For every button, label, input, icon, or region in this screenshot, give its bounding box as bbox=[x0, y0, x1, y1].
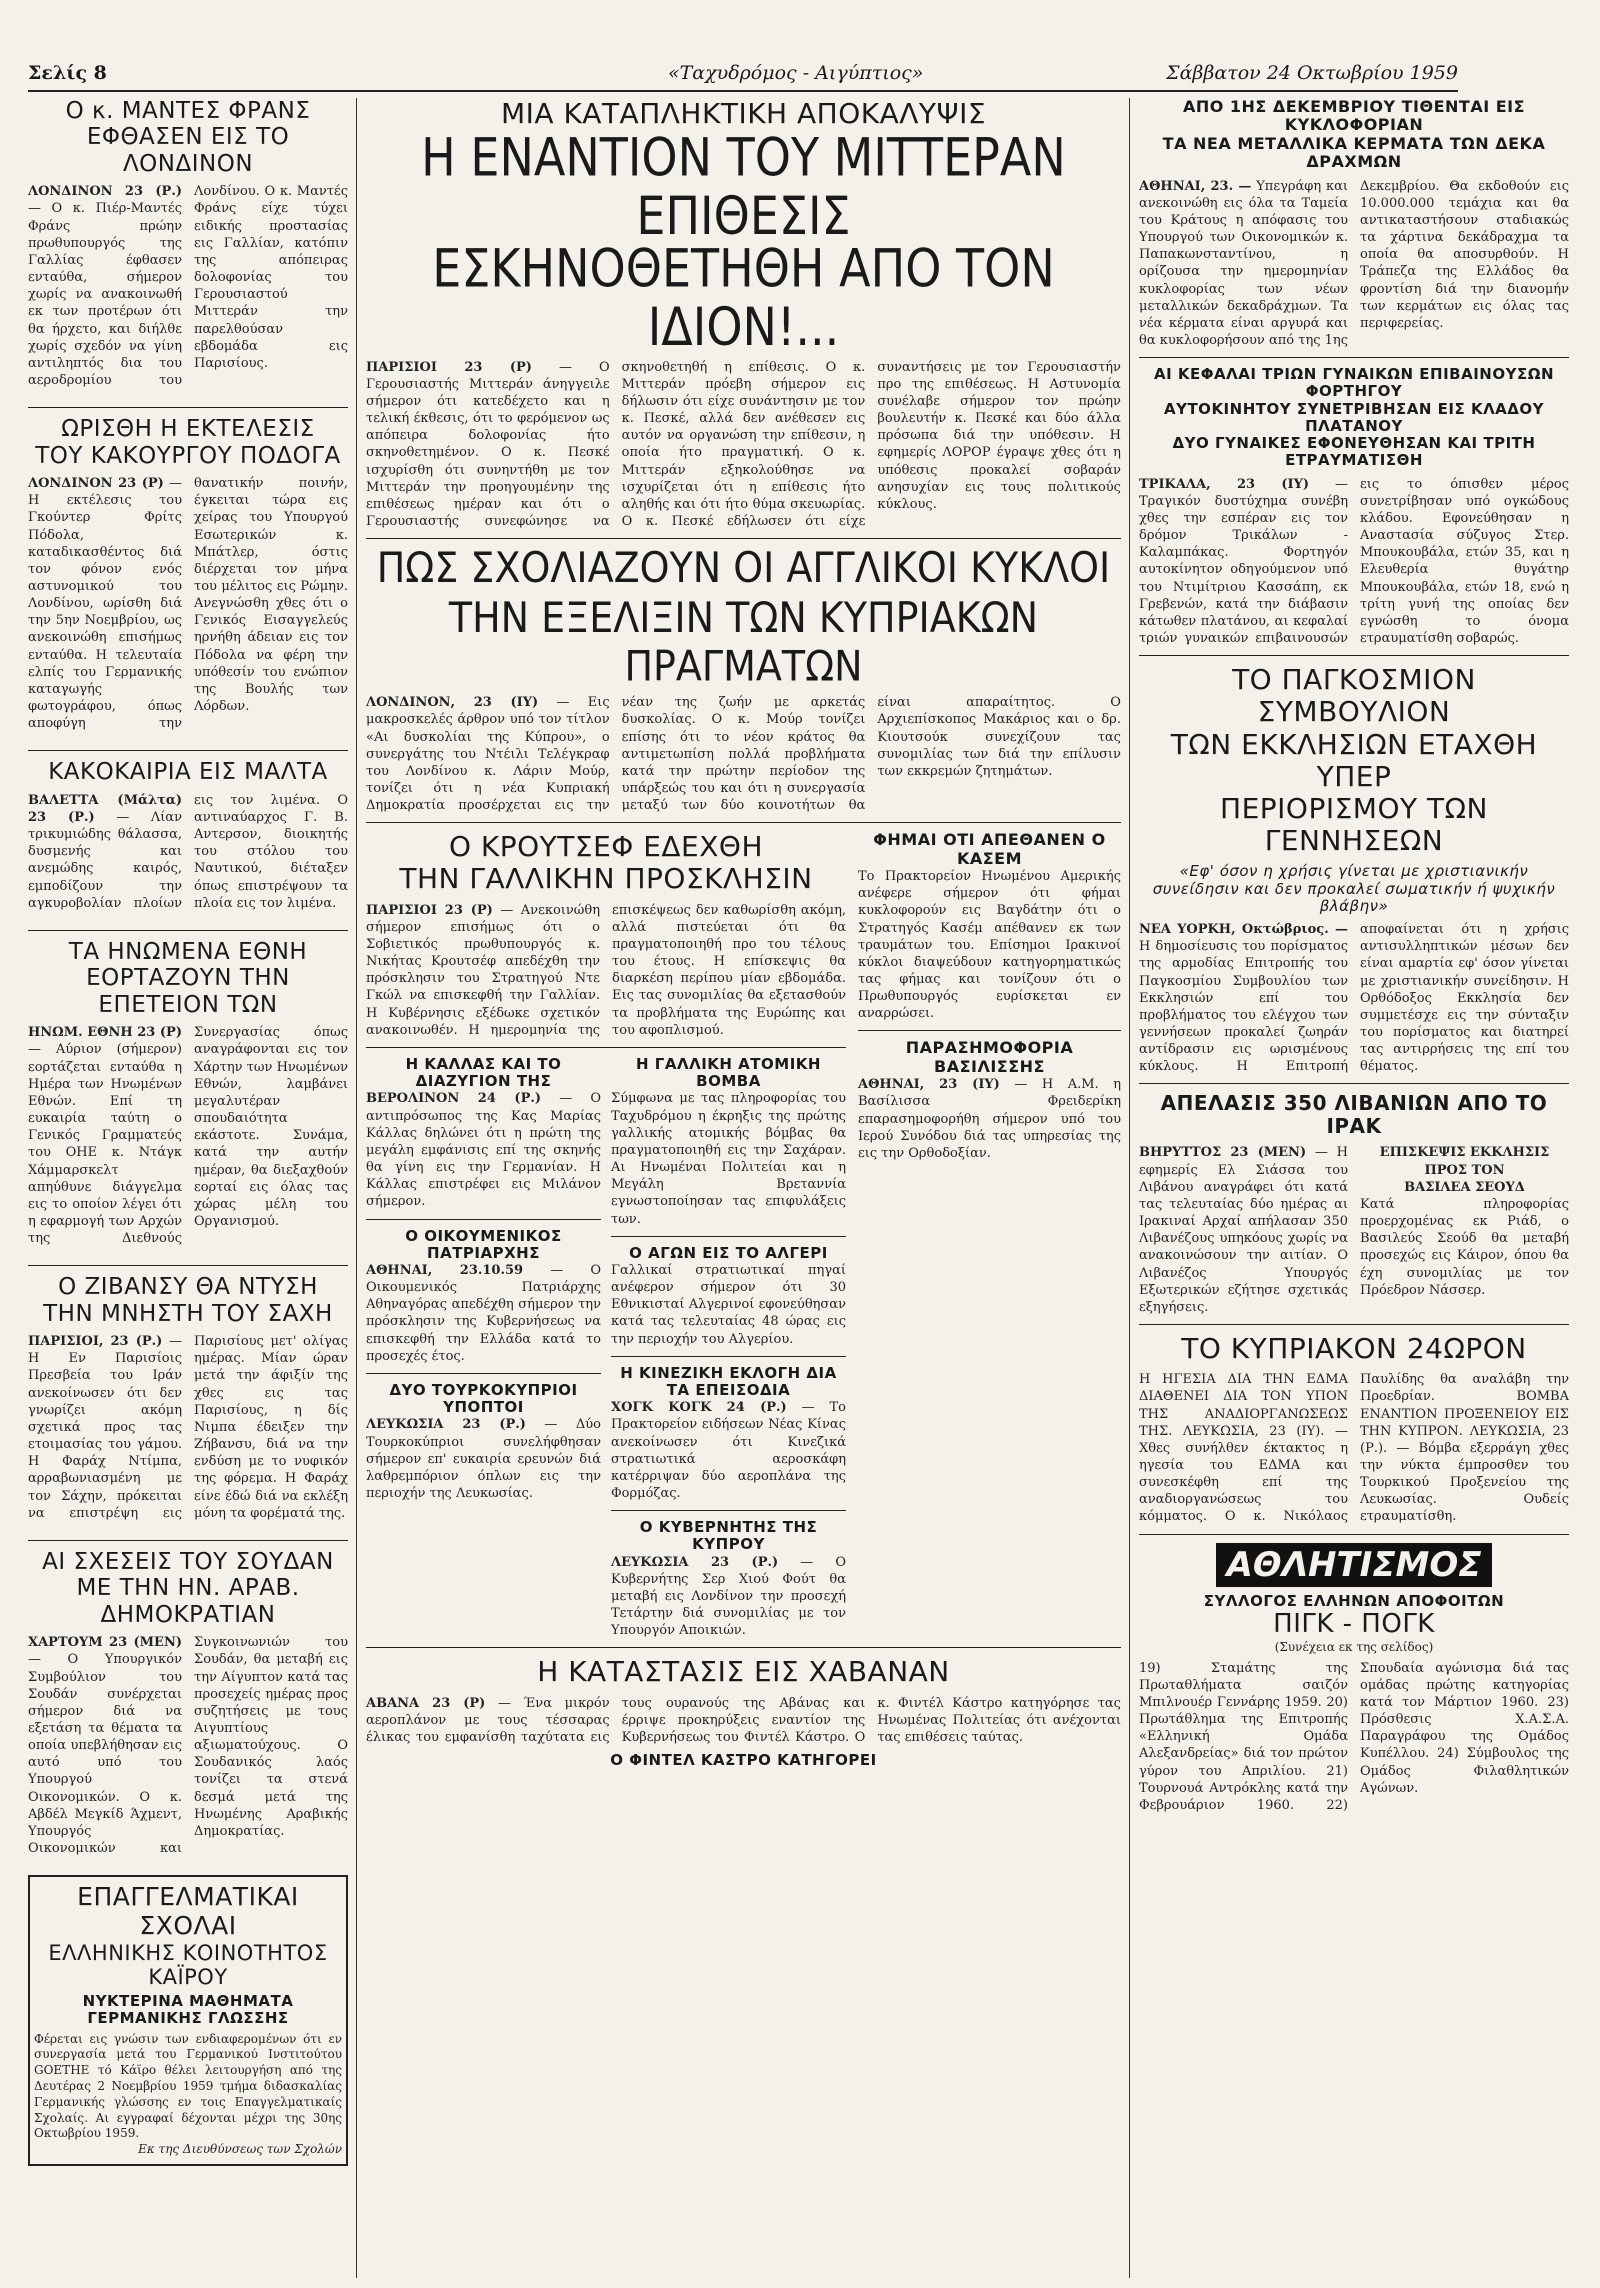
headline: Ο ΑΓΩΝ ΕΙΣ ΤΟ ΑΛΓΕΡΙ bbox=[629, 1243, 828, 1262]
headline: ΤΑ ΝΕΑ ΜΕΤΑΛΛΙΚΑ ΚΕΡΜΑΤΑ ΤΩΝ ΔΕΚΑ ΔΡΑΧΜΩΝ bbox=[1162, 133, 1546, 172]
headline: Ο ΚΡΟΥΤΣΕΦ ΕΔΕΧΘΗ bbox=[448, 830, 764, 864]
dateline: ΝΕΑ ΥΟΡΚΗ, Οκτώβριος. — bbox=[1139, 922, 1348, 938]
article-body bbox=[28, 1634, 348, 1857]
paper-name: «Ταχυδρόμος - Αιγύπτιος» bbox=[668, 62, 924, 84]
column-rule bbox=[356, 98, 357, 2278]
ad-subtitle: ΝΥΚΤΕΡΙΝΑ ΜΑΘΗΜΑΤΑ ΓΕΡΜΑΝΙΚΗΣ ΓΛΩΣΣΗΣ bbox=[82, 1992, 294, 2028]
divider bbox=[366, 1047, 846, 1048]
ad-title: ΕΛΛΗΝΙΚΗΣ ΚΟΙΝΟΤΗΤΟΣ ΚΑΪΡΟΥ bbox=[48, 1940, 328, 1989]
article-text: — Το Πρακτορείον ειδήσεων Νέας Κίνας ανεκοίνωσεν ότι Κινεζικά στρατιωτικά αεροσκάφη κατέρριψαν δύο αεροπλάνα της Φορμόζας. bbox=[611, 1400, 846, 1501]
headline: ΑΥΤΟΚΙΝΗΤΟΥ ΣΥΝΕΤΡΙΒΗΣΑΝ ΕΙΣ ΚΛΑΔΟΥ ΠΛΑΤΑΝΟΥ bbox=[1163, 399, 1545, 435]
article-body bbox=[1139, 1144, 1569, 1316]
article-text: — Δύο Τουρκοκύπριοι συνελήφθησαν σήμερον επ' ευκαιρία ερευνών διά λαθρεμπόριον όπλων εις την περιοχήν της Λευκωσίας. bbox=[366, 1417, 601, 1502]
headline: ΔΥΟ ΤΟΥΡΚΟΚΥΠΡΙΟΙ ΥΠΟΠΤΟΙ bbox=[389, 1380, 578, 1417]
dateline: ΛΕΥΚΩΣΙΑ 23 (Ρ.) bbox=[611, 1554, 779, 1570]
headline: ΑΠΟ 1ΗΣ ΔΕΚΕΜΒΡΙΟΥ ΤΙΘΕΝΤΑΙ ΕΙΣ ΚΥΚΛΟΦΟΡΙΑΝ bbox=[1182, 98, 1526, 135]
article-body bbox=[366, 1416, 601, 1502]
article-text: — Η Εν Παρισίοις Πρεσβεία του Ιράν ανεκοίνωσεν ότι δεν γνωρίζει ακόμη σχετικά προς τας ετοιμασίας του γάμου. Η Φαράχ Ντίμπα, αρραβωνιασμένη με τον Σάχην, πρόκειται να επιστρέψη εις Παρισίους μετ' ολίγας ημέρας. Μίαν ώραν μετά την άφιξίν της χθες εις τας Παρισίους, η δίς Νιμπα έδειξεν την Ζήβανσυ, διά να την ενδύση με το νυφικόν της φόρεμα. Η Φαράχ είνε έδώ διά να εκλέξη μόνη τα φορέματά της. bbox=[28, 1334, 348, 1521]
column-rule bbox=[1129, 98, 1130, 2278]
headline: ΩΡΙΣΘΗ Η ΕΚΤΕΛΕΣΙΣ bbox=[61, 416, 315, 443]
headline: ΤΟ ΠΑΓΚΟΣΜΙΟΝ ΣΥΜΒΟΥΛΙΟΝ bbox=[1232, 663, 1476, 729]
article-body bbox=[1139, 178, 1569, 350]
article-text: — Η Α.Μ. η Βασίλισσα Φρειδερίκη επαρασημοφορήθη σήμερον υπό του Ιερού Συνόδου διά τας υπηρεσίας της εις την Ορθοδοξίαν. bbox=[858, 1077, 1121, 1161]
main-headline: Η ΕΝΑΝΤΙΟΝ ΤΟΥ ΜΙΤΤΕΡΑΝ ΕΠΙΘΕΣΙΣ bbox=[421, 126, 1066, 247]
headline: ΤΗΝ ΜΝΗΣΤΗ ΤΟΥ ΣΑΧΗ bbox=[43, 1300, 333, 1327]
sports-section bbox=[1139, 1543, 1569, 1656]
issue-date: Σάββατον 24 Οκτωβρίου 1959 bbox=[1166, 62, 1458, 84]
article-sudan bbox=[28, 1549, 348, 1857]
masthead bbox=[28, 58, 1458, 92]
article-body bbox=[366, 1262, 601, 1365]
main-headline: ΕΣΚΗΝΟΘΕΤΗΘΗ ΑΠΟ ΤΟΝ ΙΔΙΟΝ!... bbox=[432, 237, 1055, 358]
advertisement-box bbox=[28, 1875, 348, 2166]
divider bbox=[1139, 1534, 1569, 1535]
lower-center-left bbox=[366, 831, 846, 1639]
ad-signature: Εκ της Διευθύνσεως των Σχολών bbox=[138, 2142, 342, 2157]
dateline: ΑΘΗΝΑΙ, 23. — bbox=[1139, 178, 1252, 194]
headline: Ο κ. ΜΑΝΤΕΣ ΦΡΑΝΣ bbox=[65, 98, 311, 124]
article-body bbox=[28, 792, 348, 912]
dateline: ΑΒΑΝΑ 23 (Ρ) bbox=[366, 1695, 486, 1711]
headline: ΠΕΡΙΟΡΙΣΜΟΥ ΤΩΝ ΓΕΝΝΗΣΕΩΝ bbox=[1220, 791, 1488, 858]
article-text: — Αύριον (σήμερον) εορτάζεται ενταύθα η Ημέρα των Ηνωμένων Εθνών. Επί τη ευκαιρία ταύτη ο Γενικός Γραμματεύς του ΟΗΕ κ. Ντάγκ Χάμμαρσκελτ απηύθυνε διάγγελμα εις το οποίον λέγει ότι η εφαρμογή των Αρχών της Διεθνούς Συνεργασίας όπως αναγράφονται εις τον Χάρτην των Ηνωμένων Εθνών, λαμβάνει μεγαλυτέραν σπουδαιότητα εκάστοτε. Συνάμα, κατά την αυτήν ημέραν, θα διεξαχθούν εορταί εις όλας τας χώρας μέλη του Οργανισμού. bbox=[28, 1025, 348, 1247]
article-text: Η δημοσίευσις του πορίσματος της αρμοδίας Επιτροπής του Παγκοσμίου Συμβουλίου των Εκκλησιών επί του προβλήματος του ελέγχου των γεννήσεων προκαλεί ζωηράν αντίδρασιν εις ωρισμένους κύκλους. Η Επιτροπή αποφαίνεται ότι η χρήσις αντισυλληπτικών μέσων δεν είναι αμαρτία εφ' όσον γίνεται με χριστιανικήν συνείδησιν. Η Ορθόδοξος Εκκλησία δεν συμμετέσχε εις την σύνταξιν του πορίσματος και διατηρεί τας αντιρρήσεις της επί του θέματος. bbox=[1139, 922, 1569, 1075]
article-text: — Ο αντιπρόσωπος της Κας Μαρίας Κάλλας δηλώνει ότι η πρώτη της μεγάλη εμφάνισις επί της σκηνής θα γίνη εις την Γερμανίαν. Η Κάλλας επιστρέφει εις Μιλάνον σήμερον. bbox=[366, 1091, 601, 1210]
lower-center-right bbox=[858, 831, 1121, 1639]
dateline: ΛΟΝΔΙΝΟΝ, 23 (ΙΥ) bbox=[366, 695, 539, 711]
divider bbox=[366, 1373, 601, 1374]
article-text: Γαλλικαί στρατιωτικαί πηγαί ανέφερον σήμερον ότι 30 Εθνικισταί Αλγερινοί εφονεύθησαν κατά τας τελευταίας 48 ώρας εις την περιοχήν του Αλγερίου. bbox=[611, 1262, 846, 1347]
page-number: Σελίς 8 bbox=[28, 62, 107, 84]
article-text: — Ο Υπουργικόν Συμβούλιον του Σουδάν συνέρχεται σήμερον διά να εξετάση τα θέματα τα οποία υπεβλήθησαν εις αυτό υπό του Υπουργού Οικονομικών. Ο κ. Αβδέλ Μεγκίδ Άχμεντ, Υπουργός Οικονομικών και Συγκοινωνιών του Σουδάν, θα μεταβή εις την Αίγυπτον κατά τας προσεχείς ημέρας προς συζητήσεις με τους Αιγυπτίους αξιωματούχους. Ο Σουδανικός λαός τονίζει τα στενά δεσμά μετά της Ηνωμένης Αραβικής Δημοκρατίας. bbox=[28, 1635, 348, 1857]
small-news-left bbox=[366, 1056, 601, 1640]
divider bbox=[28, 1540, 348, 1541]
main-article-body bbox=[366, 359, 1121, 531]
headline: ΕΟΡΤΑΖΟΥΝ ΤΗΝ ΕΠΕΤΕΙΟΝ ΤΩΝ bbox=[86, 965, 290, 1018]
headline: ΤΑ ΗΝΩΜΕΝΑ ΕΘΝΗ bbox=[68, 938, 308, 965]
headline: ΦΗΜΑΙ ΟΤΙ ΑΠΕΘΑΝΕΝ Ο ΚΑΣΕΜ bbox=[873, 830, 1106, 868]
dateline: ΧΑΡΤΟΥΜ 23 (ΜΕΝ) bbox=[28, 1635, 182, 1651]
article-body bbox=[366, 694, 1121, 814]
divider bbox=[1139, 655, 1569, 656]
divider bbox=[611, 1236, 846, 1237]
article-text: Σύμφωνα με τας πληροφορίας του Ταχυδρόμου η έκρηξις της πρώτης γαλλικής ατομικής βόμβας θα πραγματοποιηθή εις την Σαχάραν. Αι Ηνωμέναι Πολιτείαι και η Μεγάλη Βρεταννία εγνωστοποίησαν τας επιφυλάξεις των. bbox=[611, 1091, 846, 1227]
headline: ΤΟΥ ΚΑΚΟΥΡΓΟΥ ΠΟΔΟΓΑ bbox=[35, 442, 341, 469]
divider bbox=[28, 1265, 348, 1266]
dateline: ΑΘΗΝΑΙ, 23.10.59 bbox=[366, 1263, 524, 1278]
headline: Η ΓΑΛΛΙΚΗ ΑΤΟΜΙΚΗ ΒΟΜΒΑ bbox=[636, 1054, 821, 1091]
article-body bbox=[28, 1024, 348, 1247]
headline: ΜΕ ΤΗΝ ΗΝ. ΑΡΑΒ. ΔΗΜΟΚΡΑΤΙΑΝ bbox=[76, 1575, 300, 1628]
subheadline: ΒΑΣΙΛΕΑ ΣΕΟΥΔ bbox=[1404, 1179, 1525, 1195]
article-malta bbox=[28, 759, 348, 912]
subheadline: ΕΠΙΣΚΕΨΙΣ ΕΚΚΛΗΣΙΣ ΠΡΟΣ ΤΟΝ bbox=[1379, 1145, 1550, 1178]
dateline: ΛΟΝΔΙΝΟΝ 23 (Ρ) bbox=[28, 476, 164, 492]
pull-quote: «Εφ' όσον η χρήσις γίνεται με χριστιανικήν συνείδησιν και δεν προκαλεί σωματικήν ή ψυχικήν βλάβην» bbox=[1152, 862, 1556, 915]
headline: ΚΑΚΟΚΑΙΡΙΑ ΕΙΣ ΜΑΛΤΑ bbox=[48, 759, 328, 786]
divider bbox=[366, 538, 1121, 539]
right-column bbox=[1139, 98, 1569, 2278]
center-column bbox=[366, 98, 1121, 2278]
article-text: — Λίαν τρικυμιώδης θάλασσα, δυσμενής και ανεμώδης καιρός, εμποδίζουν την αγκυροβολίαν πλοίων εις τον λιμένα. Ο αντιναύαρχος Γ. Β. Αντερσον, διοικητής του στόλου του Ναυτικού, διέταξεν όπως επιστρέψουν τα πλοία εις τον λιμένα. bbox=[28, 792, 348, 911]
article-text: Το Πρακτορείον Ηνωμένου Αμερικής ανέφερε σήμερον ότι φήμαι κυκλοφορούν εις Βαγδάτην ότι ο Στρατηγός Κασέμ απέθανεν εκ των τραυμάτων του. Επίσημοι Ιρακινοί κύκλοι διαψεύδουν κατηγορηματικώς τας φήμας και τονίζουν ότι ο Πρωθυπουργός ευρίσκεται εν αναρρώσει. bbox=[858, 869, 1121, 1022]
dateline: ΧΟΓΚ ΚΟΓΚ 24 (Ρ.) bbox=[611, 1400, 787, 1416]
article-text: — Ανεκοινώθη σήμερον επισήμως ότι ο Σοβιετικός πρωθυπουργός κ. Νικήτας Κρουτσέφ απεδέχθη την πρόσκλησιν του Στρατηγού Ντε Γκώλ να επισκεφθή την Γαλλίαν. Η Κυβέρνησις εξέδωκε σχετικόν ανακοινωθέν. Η ημερομηνία της επισκέψεως δεν καθωρίσθη ακόμη, αλλά πιστεύεται ότι θα πραγματοποιηθή προ του τέλους του έτους. Η επίσκεψις θα διαρκέση περίπου μίαν εβδομάδα. Εις τας συνομιλίας θα εξετασθούν τα προβλήματα της Ευρώπης και του αφοπλισμού. bbox=[366, 902, 846, 1038]
article-text: — Εις μακροσκελές άρθρον υπό τον τίτλον «Αι δυσκολίαι της Κύπρου», ο συνεργάτης του Ντέιλι Τελέγκραφ του Λονδίνου κ. Λάριν Μούρ, τονίζει ότι η νέα Κυπριακή Δημοκρατία προσέρχεται εις την νέαν της ζωήν με αρκετάς δυσκολίας. Ο κ. Μούρ τονίζει επίσης ότι το νέον κράτος θα αντιμετωπίση πολλά προβλήματα κατά την πρώτην περίοδον της υπάρξεώς του και ότι η συνεργασία μεταξύ των δύο κοινοτήτων θα είναι απαραίτητος. Ο Αρχιεπίσκοπος Μακάριος και ο δρ. Κιουτσούκ συνεχίζουν τας συνομιλίας των διά την επίλυσιν των εκκρεμών ζητημάτων. bbox=[366, 695, 1121, 814]
ad-text: Φέρεται εις γνώσιν των ενδιαφερομένων ότι εν συνεργασία μετά του Γερμανικού Ινστιτούτου GOETHE τό Κάϊρο θέλει λειτουργήση από της Δευτέρας 2 Νοεμβρίου 1959 τμήμα διδασκαλίας Γερμανικής γλώσσης εν τοις Επαγγελματικαίς Σχολαίς. Αι εγγραφαί δέχονται μέχρι της 30ης Οκτωβρίου 1959. bbox=[34, 2031, 342, 2141]
divider bbox=[366, 822, 1121, 823]
left-column bbox=[28, 98, 348, 2278]
article-body bbox=[1139, 476, 1569, 648]
headline: ΤΗΝ ΓΑΛΛΙΚΗΝ ΠΡΟΣΚΛΗΣΙΝ bbox=[399, 862, 813, 896]
headline: ΠΑΡΑΣΗΜΟΦΟΡΙΑ ΒΑΣΙΛΙΣΣΗΣ bbox=[905, 1038, 1074, 1076]
article-body bbox=[858, 1076, 1121, 1162]
headline: Η ΚΑΤΑΣΤΑΣΙΣ ΕΙΣ ΧΑΒΑΝΑΝ bbox=[537, 1655, 950, 1689]
divider bbox=[28, 407, 348, 408]
article-text: — Ο Κυβερνήτης Σερ Χιού Φούτ θα μεταβή εις Λονδίνον την προσεχή Τετάρτην διά συνομιλίας με τον Υπουργόν Αποικιών. bbox=[611, 1554, 846, 1639]
headline: ΠΙΓΚ - ΠΟΓΚ bbox=[1273, 1608, 1435, 1639]
article-text: — Η εφημερίς Ελ Σιάσσα του Λιβάνου αναγράφει ότι κατά τας τελευταίας δύο ημέρας αι Ιρακιναί Αρχαί απήλασαν 350 Λιβανέζους υπηκόους χωρίς να ανακοινώσουν την αιτίαν. Ο Λιβανέζος Υπουργός Εξωτερικών εζήτησε σχετικάς εξηγήσεις. bbox=[1139, 1145, 1348, 1315]
dateline: ΤΡΙΚΑΛΑ, 23 (ΙΥ) bbox=[1139, 476, 1310, 492]
continued-note: (Συνέχεια εκ της σελίδος) bbox=[1274, 1639, 1434, 1654]
article-givenchy bbox=[28, 1274, 348, 1522]
headline: ΕΦΘΑΣΕΝ ΕΙΣ ΤΟ ΛΟΝΔΙΝΟΝ bbox=[86, 124, 290, 177]
dateline: ΒΑΛΕΤΤΑ (Μάλτα) 23 (Ρ.) bbox=[28, 792, 182, 825]
article-text: — Ο κ. Πιέρ-Μαντές Φράνς πρώην πρωθυπουργός της Γαλλίας έφθασεν ενταύθα, σήμερον χωρίς να ανακοινωθή εκ των προτέρων ότι θα ήρχετο, και διήλθε χωρίς σχεδόν να γίνη αντιληπτός δια του αεροδρομίου του Λονδίνου. Ο κ. Μαντές Φράνς είχε τύχει ειδικής προστασίας εις Γαλλίαν, κατόπιν της απόπειρας δολοφονίας του Γερουσιαστού Μιττεράν την παρελθούσαν εβδομάδα εις Παρισίους. bbox=[28, 184, 348, 389]
dateline: ΗΝΩΜ. ΕΘΝΗ 23 (Ρ) bbox=[28, 1025, 182, 1041]
headline: ΤΩΝ ΕΚΚΛΗΣΙΩΝ ΕΤΑΧΘΗ ΥΠΕΡ bbox=[1170, 727, 1538, 793]
article-text: — Ο Οικουμενικός Πατριάρχης Αθηναγόρας απεδέχθη σήμερον την πρόσκλησιν της Κυβερνήσεως να επισκεφθή την Ελλάδα κατά το προσεχές έτος. bbox=[366, 1263, 602, 1364]
headline: ΔΥΟ ΓΥΝΑΙΚΕΣ ΕΦΟΝΕΥΘΗΣΑΝ ΚΑΙ ΤΡΙΤΗ ΕΤΡΑΥΜΑΤΙΣΘΗ bbox=[1172, 434, 1536, 470]
small-news-right bbox=[611, 1056, 846, 1640]
headline: Ο ΚΥΒΕΡΝΗΤΗΣ ΤΗΣ ΚΥΠΡΟΥ bbox=[639, 1518, 818, 1554]
article-body bbox=[366, 1090, 601, 1210]
dateline: ΒΕΡΟΛΙΝΟΝ 24 (Ρ.) bbox=[366, 1091, 542, 1107]
divider bbox=[858, 1030, 1121, 1031]
article-text: Η ΗΓΕΣΙΑ ΔΙΑ ΤΗΝ ΕΔΜΑ ΔΙΑΘΕΝΕΙ ΔΙΑ ΤΟΝ ΥΠΟΝ ΤΗΣ ΑΝΑΔΙΟΡΓΑΝΩΣΕΩΣ ΤΗΣ. ΛΕΥΚΩΣΙΑ, 23 (ΙΥ). — Χθες συνήλθεν έκτακτος η ηγεσία του ΕΔΜΑ και συνεσκέφθη επί της αναδιοργανώσεως του κόμματος. Ο κ. Νικόλαος Παυλίδης θα αναλάβη την Προεδρίαν. ΒΟΜΒΑ ΕΝΑΝΤΙΟΝ ΠΡΟΞΕΝΕΙΟΥ ΕΙΣ ΤΗΝ ΚΥΠΡΟΝ. ΛΕΥΚΩΣΙΑ, 23 (Ρ.). — Βόμβα εξερράγη χθες την νύκτα έμπροσθεν του Τουρκικού Προξενείου της Λευκωσίας. Ουδείς ετραυματίσθη. bbox=[1139, 1372, 1569, 1525]
article-text: Κατά πληροφορίας προερχομένας εκ Ριάδ, ο Βασιλεύς Σεούδ θα μεταβή προσεχώς εις Κάιρον, όπου θα έχη συνομιλίας με τον Πρόεδρον Νάσσερ. bbox=[1360, 1196, 1569, 1298]
dateline: ΑΘΗΝΑΙ, 23 (ΙΥ) bbox=[858, 1077, 1000, 1093]
article-un-day bbox=[28, 939, 348, 1247]
article-body bbox=[1139, 921, 1569, 1075]
headline: Ο ΖΙΒΑΝΣΥ ΘΑ ΝΤΥΣΗ bbox=[58, 1274, 318, 1301]
article-body bbox=[611, 1554, 846, 1640]
headline: Ο ΟΙΚΟΥΜΕΝΙΚΟΣ ΠΑΤΡΙΑΡΧΗΣ bbox=[405, 1226, 562, 1262]
divider bbox=[1139, 1083, 1569, 1084]
article-body bbox=[366, 1695, 1121, 1746]
small-news-row bbox=[366, 1056, 846, 1640]
article-mendes-france bbox=[28, 98, 348, 389]
headline: ΤΟ ΚΥΠΡΙΑΚΟΝ 24ΩΡΟΝ bbox=[1181, 1332, 1527, 1366]
headline: ΑΙ ΚΕΦΑΛΑΙ ΤΡΙΩΝ ΓΥΝΑΙΚΩΝ ΕΠΙΒΑΙΝΟΥΣΩΝ ΦΟΡΤΗΓΟΥ bbox=[1153, 365, 1555, 401]
ad-title: ΕΠΑΓΓΕΛΜΑΤΙΚΑΙ ΣΧΟΛΑΙ bbox=[77, 1882, 299, 1940]
article-text: Υπεγράφη και ανεκοινώθη εις όλα τα Ταμεία του Κράτους η απόφασις του Υπουργού των Οικονομικών κ. Παπακωνσταντίνου, η ορίζουσα την ημερομηνίαν κυκλοφορίας των νέων μεταλλικών δεκαδράχμων. Τα νέα κέρματα είναι αργυρά και θα κυκλοφορήσουν από της 1ης Δεκεμβρίου. Θα εκδοθούν εις 10.000.000 τεμάχια και θα αντικαταστήσουν σταδιακώς τα χάρτινα δεκάδραχμα τα οποία θα αποσυρθούν. Η Τράπεζα της Ελλάδος θα φροντίση διά την διανομήν των κερμάτων εις όλας τας περιφερείας. bbox=[1139, 178, 1569, 348]
headline: ΤΗΝ ΕΞΕΛΙΞΙΝ ΤΩΝ ΚΥΠΡΙΑΚΩΝ ΠΡΑΓΜΑΤΩΝ bbox=[448, 593, 1039, 690]
article-body bbox=[366, 902, 846, 1039]
divider bbox=[611, 1510, 846, 1511]
headline: ΑΙ ΣΧΕΣΕΙΣ ΤΟΥ ΣΟΥΔΑΝ bbox=[42, 1548, 334, 1575]
headline: ΠΩΣ ΣΧΟΛΙΑΖΟΥΝ ΟΙ ΑΓΓΛΙΚΟΙ ΚΥΚΛΟΙ bbox=[376, 543, 1111, 593]
dateline: ΒΗΡΥΤΤΟΣ 23 (ΜΕΝ) bbox=[1139, 1145, 1307, 1161]
kicker: ΜΙΑ ΚΑΤΑΠΛΗΚΤΙΚΗ ΑΠΟΚΑΛΥΨΙΣ bbox=[500, 98, 987, 130]
article-text: — Η εκτέλεσις του Γκούντερ Φρίτς Πόδολα, καταδικασθέντος διά τον φόνον ενός αστυνομικού του Λονδίνου, ωρίσθη διά την 5ην Νοεμβρίου, ως ανεκοινώθη επισήμως ενταύθα. Η τελευταία ελπίς του Γερμανικής καταγωγής φωτογράφου, όπως αποφύγη την θανατικήν ποινήν, έγκειται τώρα εις χείρας του Υπουργού Εσωτερικών κ. Μπάτλερ, όστις διέρχεται τον μήνα του μέλιτος εις Ρώμην. Ανεγνώσθη χθες ότι ο Γενικός Εισαγγελεύς ηρνήθη άδειαν εις τον Πόδολα να φέρη την υπόθεσίν του ενώπιον της Βουλής των Λόρδων. bbox=[28, 476, 348, 732]
divider bbox=[28, 930, 348, 931]
divider bbox=[366, 1647, 1121, 1648]
dateline: ΛΟΝΔΙΝΟΝ 23 (Ρ.) bbox=[28, 184, 182, 200]
sports-banner: ΑΘΛΗΤΙΣΜΟΣ bbox=[1216, 1543, 1491, 1587]
dateline: ΠΑΡΙΣΙΟΙ, 23 (Ρ.) bbox=[28, 1334, 163, 1350]
headline: Η ΚΑΛΛΑΣ ΚΑΙ ΤΟ ΔΙΑΖΥΓΙΟΝ ΤΗΣ bbox=[405, 1054, 562, 1091]
headline: ΑΠΕΛΑΣΙΣ 350 ΛΙΒΑΝΙΩΝ ΑΠΟ ΤΟ ΙΡΑΚ bbox=[1160, 1091, 1548, 1139]
divider bbox=[1139, 1324, 1569, 1325]
article-text: — Τραγικόν δυστύχημα συνέβη χθες την εσπέραν εις τον δρόμον Τρικάλων - Καλαμπάκας. Φορτηγόν αυτοκίνητον οδηγούμενον υπό του Ντιμίτριου Κασσάπη, εκ Γρεβενών, κατά την διάβασιν κάτωθεν πλατάνου, αι κεφαλαί τριών γυναικών επιβαινουσών εις το όπισθεν μέρος συνετρίβησαν υπό ογκώδους κλάδου. Εφονεύθησαν η Αναστασία σύζυγος Στερ. Μπουκουβάλα, ετών 35, και η Ελευθερία θυγάτηρ Μπουκουβάλα, ετών 18, ενώ η τρίτη γυνή της οποίας δεν εγνώσθη το όνομα ετραυματίσθη σοβαρώς. bbox=[1139, 476, 1569, 647]
article-body bbox=[611, 1399, 846, 1502]
headline: Η ΚΙΝΕΖΙΚΗ ΕΚΛΟΓΗ ΔΙΑ ΤΑ ΕΠΕΙΣΟΔΙΑ bbox=[620, 1363, 837, 1399]
subheadline: Ο ΦΙΝΤΕΛ ΚΑΣΤΡΟ ΚΑΤΗΓΟΡΕΙ bbox=[610, 1751, 877, 1770]
dateline: ΛΕΥΚΩΣΙΑ 23 (Ρ.) bbox=[366, 1417, 526, 1433]
divider bbox=[611, 1356, 846, 1357]
article-text: 19) Σταμάτης της Πρωταθλήματα σαιζόν Μπιλνουέρ Γεννάρης 1959. 20) Πρωτάθλημα της Επιτροπής «Ελληνική Ομάδα Αλεξανδρείας» διά τον πρώτον γύρον του Απριλίου. 21) Τουρνουά Αντρόκλης κατά την Φεβρουάριον 1960. 22) Σπουδαία αγώνισμα διά τας ομάδας πρώτης κατηγορίας κατά τον Μάρτιον 1960. 23) Πρόσθεσις Χ.Α.Σ.Α. Παραγράφου της Ομάδος Κυπέλλου. 24) Σύμβουλος της Ομάδος Φιλαθλητικών Αγώνων. bbox=[1139, 1660, 1569, 1813]
article-body bbox=[28, 475, 348, 732]
divider bbox=[28, 750, 348, 751]
lower-center-block bbox=[366, 831, 1121, 1639]
article-text: — Ένα μικρόν αεροπλάνον με τους τέσσαρας έλικας του εμφανίσθη ταχύτατα εις τους ουρανούς της Αβάνας και έρριψε προκηρύξεις εναντίον της Κυβερνήσεως του Φιντέλ Κάστρο. Ο κ. Φιντέλ Κάστρο κατηγόρησε τας Ηνωμένας Πολιτείας ότι ανέχονται τας επιθέσεις ταύτας. bbox=[366, 1695, 1121, 1745]
dateline: ΠΑΡΙΣΙΟΙ 23 (Ρ) bbox=[366, 902, 493, 918]
divider bbox=[366, 1219, 601, 1220]
club-name: ΣΥΛΛΟΓΟΣ ΕΛΛΗΝΩΝ ΑΠΟΦΟΙΤΩΝ bbox=[1203, 1591, 1505, 1610]
article-body bbox=[28, 183, 348, 389]
dateline: ΠΑΡΙΣΙΟΙ 23 (Ρ) bbox=[366, 359, 532, 375]
article-podola bbox=[28, 416, 348, 732]
article-body bbox=[28, 1333, 348, 1522]
divider bbox=[1139, 357, 1569, 358]
article-text: — Ο Γερουσιαστής Μιττεράν άνηγγειλε σήμερον ότι κατεδέχετο και η τελική έκθεσις, ότι το φερόμενον ως απόπειρα δολοφονίας ήτο σκηνοθετημένον. Ο κ. Πεσκέ ισχυρίσθη ότι συνηντήθη με τον Μιττεράν την προηγουμένην της επιθέσεως ημέραν και ότι ο Γερουσιαστής συνεφώνησε να σκηνοθετηθή η επίθεσις. Ο κ. Μιττεράν πρόεβη σήμερον εις δήλωσιν ότι είχε συνάντησιν με τον κ. Πεσκέ, αλλά δεν ανέθεσεν εις αυτόν να οργανώση την επίθεσιν, η οποία ήτο πραγματική. Ο κ. Μιττεράν εξηκολούθησε να ισχυρίζεται ότι η επίθεσις ήτο αληθής και ότι ήτο θύμα σκευωρίας. Ο κ. Πεσκέ εδήλωσεν ότι είχε συναντήσεις με τον Γερουσιαστήν προ της επιθέσεως. Η Αστυνομία συνέλαβε σήμερον τον πρώην βουλευτήν κ. Πεσκέ και δύο άλλα πρόσωπα διά την υπόθεσιν. Η εφημερίς ΛΟΡΟΡ έγραψε χθες ότι η υπόθεσις προκαλεί σοβαράν ανησυχίαν εις τους πολιτικούς κύκλους. bbox=[366, 359, 1121, 529]
